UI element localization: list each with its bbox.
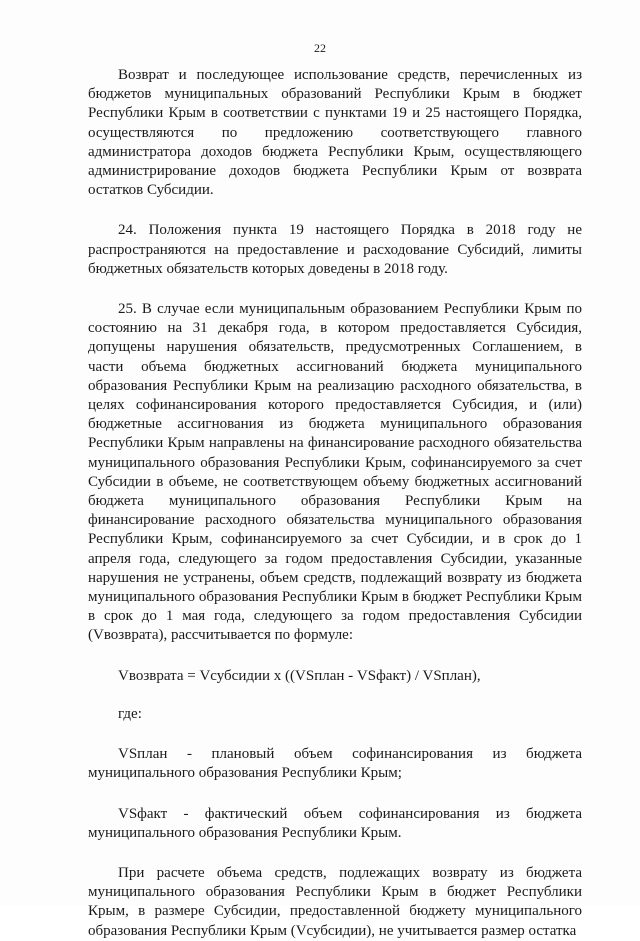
formula-where-label: где: [118, 705, 142, 722]
paragraph-calculation-note: При расчете объема средств, подлежащих возврату из бюджета муниципального образования Республики Крым в бюджет Республики Крым, в размере Субсидии, предоставленной бюджету муниципального образования Республики Крым (Vсубсидии), не учитывается размер остатка [88, 864, 582, 939]
page-number: 22 [314, 41, 326, 55]
paragraph-return-of-funds: Возврат и последующее использование средств, перечисленных из бюджетов муниципальных образований Республики Крым в бюджет Республики Крым в соответствии с пунктами 19 и 25 настоящего Порядка, осуществляются по предложению соответствующего главного администратора доходов бюджета Республики Крым, осуществляющего администрирование доходов бюджета Республики Крым от возврата остатков Субсидии. [88, 67, 582, 199]
definition-vs-fact: VSфакт - фактический объем софинансирования из бюджета муниципального образования Республики Крым. [88, 805, 582, 841]
paragraph-25: 25. В случае если муниципальным образованием Республики Крым по состоянию на 31 декабря года, в котором предоставляется Субсидия, допущены нарушения обязательств, предусмотренных Соглашением, в части объема бюджетных ассигнований бюджета муниципального образования Республики Крым на реализацию расходного обязательства, в целях софинансирования которого предоставляется Субсидия, и (или) бюджетные ассигнования из бюджета муниципального образования Республики Крым направлены на финансирование расходного обязательства муниципального образования Республики Крым, софинансируемого за счет Субсидии в объеме, не соответствующем объему бюджетных ассигнований бюджета муниципального образования Республики Крым на финансирование расходного обязательства муниципального образования Республики Крым, софинансируемого за счет Субсидии, и в срок до 1 апреля года, следующего за годом предоставления Субсидии, указанные нарушения не устранены, объем средств, подлежащий возврату из бюджета муниципального образования Республики Крым в бюджет Республики Крым в срок до 1 мая года, следующего за годом предоставления Субсидии (Vвозврата), рассчитывается по формуле: [88, 301, 582, 644]
paragraph-24: 24. Положения пункта 19 настоящего Порядка в 2018 году не распространяются на предоставление и расходование Субсидий, лимиты бюджетных обязательств которых доведены в 2018 году. [88, 222, 582, 277]
formula: Vвозврата = Vсубсидии x ((VSплан - VSфакт) / VSплан), [118, 667, 481, 684]
definition-vs-plan: VSплан - плановый объем софинансирования из бюджета муниципального образования Республики Крым; [88, 746, 582, 782]
document-body [88, 66, 582, 941]
